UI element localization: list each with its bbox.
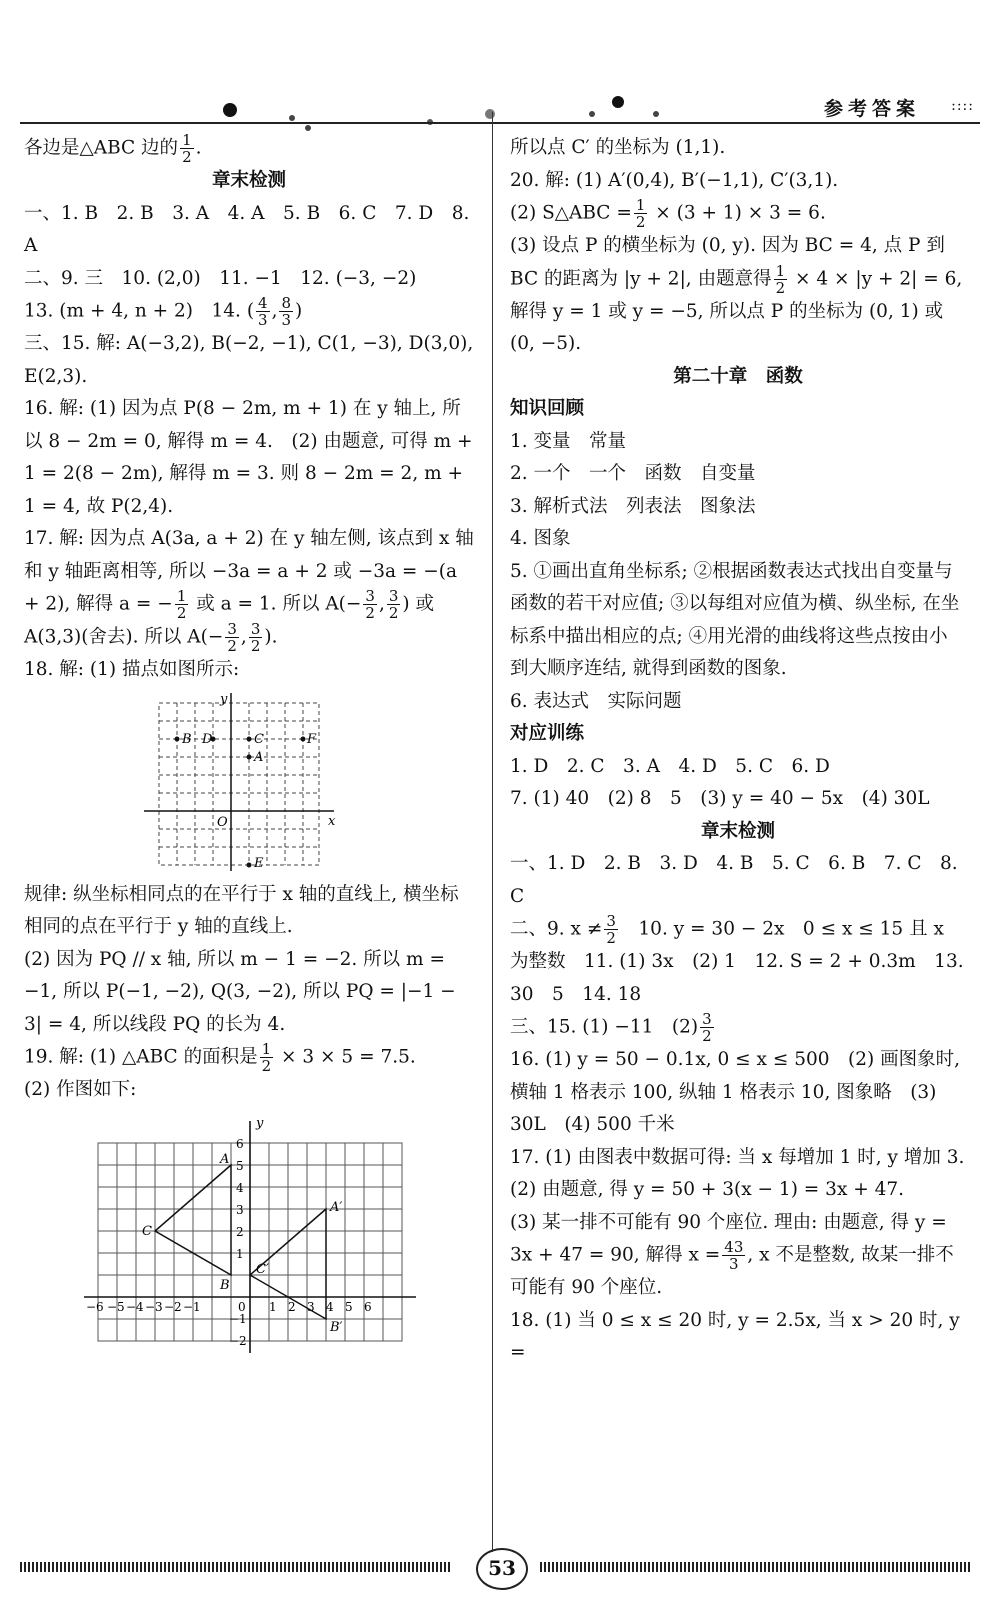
point-label: D — [202, 731, 213, 747]
section-heading: 章末检测 — [211, 170, 286, 191]
fraction: $\frac{1}{2}$ — [261, 1040, 272, 1075]
fraction: $\frac{3}{2}$ — [606, 912, 616, 947]
figure-plotted-points — [24, 693, 474, 873]
fraction: $\frac{8}{3}$ — [281, 294, 292, 329]
answer-line: 13. (m + 4, n + 2) 14. ( $\frac{4}{3}$ , $\frac{8}{3}$ ) — [24, 294, 303, 329]
answer-paragraph: 三、15. 解: A(−3,2), B(−2, −1), C(1, −3), D(3,0), E(2,3). — [24, 333, 474, 387]
fraction: $\frac{43}{3}$ — [724, 1238, 744, 1273]
y-tick: 1 — [236, 1246, 244, 1261]
answer-line: 20. 解: (1) A′(0,4), B′(−1,1), C′(3,1). — [510, 169, 839, 191]
fraction: $\frac{1}{2}$ — [635, 196, 646, 231]
point-label: B — [182, 731, 192, 747]
point-label: C — [142, 1223, 152, 1239]
point-label: A — [220, 1151, 230, 1167]
answer-paragraph: 5. ①画出直角坐标系; ②根据函数表达式找出自变量与函数的若干对应值; ③以每组对应值为横、纵坐标, 在坐标系中描出相应的点; ④用光滑的曲线将这些点按由小到大顺序连结, 就得到函数的图象. — [510, 560, 960, 679]
x-tick: −2 — [164, 1299, 182, 1314]
answer-paragraph: 16. (1) y = 50 − 0.1x, 0 ≤ x ≤ 500 (2) 画图象时, 横轴 1 格表示 100, 纵轴 1 格表示 10, 图象略 (3) 30L (4) 500 千米 — [510, 1049, 961, 1135]
fraction: $\frac{3}{2}$ — [702, 1010, 712, 1045]
fraction: $\frac{3}{2}$ — [388, 587, 399, 622]
header-dots: :::: — [951, 98, 974, 114]
column-divider — [492, 112, 493, 1552]
answer-paragraph: 16. 解: (1) 因为点 P(8 − 2m, m + 1) 在 y 轴上, 所以 8 − 2m = 0, 解得 m = 4. (2) 由题意, 可得 m + 1 = 2(8 − 2m), 解得 m = 3. 则 8 − 2m = 2, m + 1 = 4, 故 P(2,4). — [24, 398, 473, 517]
header-label: 参考答案 — [823, 98, 920, 120]
point-label: C′ — [256, 1261, 269, 1277]
footer-bar-right — [540, 1562, 970, 1572]
fraction: $\frac{1}{2}$ — [775, 261, 786, 297]
y-tick: 3 — [236, 1202, 244, 1217]
x-tick: 4 — [326, 1299, 334, 1314]
point-label: A′ — [330, 1199, 343, 1215]
fraction: $\frac{1}{2}$ — [182, 131, 192, 166]
answer-line: 7. (1) 40 (2) 8 5 (3) y = 40 − 5x (4) 30L — [510, 788, 930, 809]
answer-paragraph: 17. (1) 由图表中数据可得: 当 x 每增加 1 时, y 增加 3. (2) 由题意, 得 y = 50 + 3(x − 1) = 3x + 47. — [510, 1146, 983, 1200]
answer-paragraph: (3) 某一排不可能有 90 个座位. 理由: 由题意, 得 y = 3x + 47 = 90, 解得 x = $\frac{43}{3}$ , x 不是整数, 故某一排不可能有 90 个座位. — [510, 1211, 954, 1298]
x-tick: 2 — [288, 1299, 296, 1314]
section-heading: 知识回顾 — [510, 398, 585, 419]
x-tick: 5 — [345, 1299, 353, 1314]
x-tick: −4 — [126, 1299, 144, 1314]
y-axis-label: y — [256, 1115, 264, 1131]
x-tick: 1 — [269, 1299, 277, 1314]
answer-line: 二、9. 三 10. (2,0) 11. −1 12. (−3, −2) — [24, 267, 417, 289]
answer-line: 18. 解: (1) 描点如图所示: — [24, 659, 240, 680]
answer-line: 一、1. D 2. B 3. D 4. B 5. C 6. B 7. C 8. C — [510, 853, 958, 907]
figure-triangle-translation — [24, 1113, 474, 1363]
fraction: $\frac{1}{2}$ — [176, 587, 187, 622]
answer-paragraph: (2) 因为 PQ // x 轴, 所以 m − 1 = −2. 所以 m = −1, 所以 P(−1, −2), Q(3, −2), 所以 PQ = |−1 − 3| = 4, 所以线段 PQ 的长为 4. — [24, 948, 456, 1035]
answer-paragraph: (3) 设点 P 的横坐标为 (0, y). 因为 BC = 4, 点 P 到 BC 的距离为 |y + 2|, 由题意得 $\frac{1}{2}$ × 4 × |y + 2| = 6, 解得 y = 1 或 y = −5, 所以点 P 的坐标为 (0, 1) 或 (0, −5). — [510, 235, 963, 354]
header-dots-decoration — [20, 88, 780, 132]
answer-line: 6. 表达式 实际问题 — [510, 690, 682, 712]
footer-bar-left — [20, 1562, 450, 1572]
page-footer — [20, 1548, 980, 1588]
y-tick: 4 — [236, 1180, 244, 1195]
fraction: $\frac{3}{2}$ — [227, 620, 237, 655]
header-rule — [20, 122, 980, 124]
x-tick: 3 — [307, 1299, 315, 1314]
fraction: $\frac{4}{3}$ — [258, 294, 268, 329]
answer-line: 3. 解析式法 列表法 图象法 — [510, 495, 756, 517]
page-number: 53 — [476, 1548, 528, 1590]
point-label: B′ — [330, 1319, 343, 1335]
left-line-1: 各边是△ABC 边的 $\frac{1}{2}$ . — [24, 131, 202, 166]
section-heading: 对应训练 — [510, 723, 585, 744]
answer-line: 4. 图象 — [510, 528, 571, 549]
point-label: B — [220, 1277, 230, 1293]
x-tick: −5 — [107, 1299, 125, 1314]
y-tick: −1 — [229, 1311, 247, 1326]
point-label: F — [307, 731, 317, 747]
answer-line: (2) 作图如下: — [24, 1079, 137, 1100]
x-axis-label: x — [328, 813, 336, 829]
answer-line: 19. 解: (1) △ABC 的面积是 $\frac{1}{2}$ × 3 × 5 = 7.5. — [24, 1040, 416, 1075]
answer-line: 三、15. (1) −11 (2) $\frac{3}{2}$ — [510, 1010, 712, 1045]
right-column — [510, 132, 983, 1370]
x-tick: 6 — [364, 1299, 372, 1314]
origin-label: O — [217, 814, 228, 830]
y-tick: −2 — [229, 1333, 247, 1348]
fraction: $\frac{3}{2}$ — [365, 587, 375, 622]
y-axis-label: y — [220, 692, 228, 707]
answer-line: 18. (1) 当 0 ≤ x ≤ 20 时, y = 2.5x, 当 x > 20 时, y = — [510, 1309, 960, 1363]
answer-line: 1. 变量 常量 — [510, 430, 627, 452]
point-label: A — [254, 749, 264, 765]
answer-line: 所以点 C′ 的坐标为 (1,1). — [510, 137, 726, 158]
point-label: E — [254, 855, 264, 871]
answer-line: 1. D 2. C 3. A 4. D 5. C 6. D — [510, 755, 830, 777]
page-header — [20, 88, 980, 130]
x-tick: −1 — [183, 1299, 201, 1314]
fraction: $\frac{3}{2}$ — [250, 620, 261, 655]
chapter-heading: 第二十章 函数 — [673, 365, 803, 387]
answer-line: 一、1. B 2. B 3. A 4. A 5. B 6. C 7. D 8. A — [24, 202, 470, 256]
left-column — [24, 132, 474, 1369]
answer-paragraph: 二、9. x ≠ $\frac{3}{2}$ 10. y = 30 − 2x 0 ≤ x ≤ 15 且 x 为整数 11. (1) 3x (2) 1 12. S = 2 + 0.3m 13. 30 5 14. 18 — [510, 912, 964, 1005]
x-tick: −3 — [145, 1299, 163, 1314]
origin-label: 0 — [238, 1299, 246, 1314]
answer-paragraph: 规律: 纵坐标相同点的在平行于 x 轴的直线上, 横坐标相同的点在平行于 y 轴的直线上. — [24, 883, 459, 937]
answer-line: 2. 一个 一个 函数 自变量 — [510, 463, 756, 484]
y-tick: 2 — [236, 1224, 244, 1239]
point-label: C — [254, 731, 264, 747]
section-heading: 章末检测 — [700, 820, 775, 842]
x-tick: −6 — [86, 1299, 104, 1314]
y-tick: 5 — [236, 1158, 244, 1173]
answer-paragraph: 17. 解: 因为点 A(3a, a + 2) 在 y 轴左侧, 该点到 x 轴和 y 轴距离相等, 所以 −3a = a + 2 或 −3a = −(a + 2), 解得 a = − $\frac{1}{2}$ 或 a = 1. 所以 A(− $\frac{3}{2}$ , $\frac{3}{2}$ ) 或 A(3,3)(舍去). 所以 A(− $\frac{3}{2}$ , $\frac{3}{2}$ ). — [24, 528, 474, 655]
y-tick: 6 — [236, 1136, 244, 1151]
answer-line: (2) S△ABC = $\frac{1}{2}$ × (3 + 1) × 3 = 6. — [510, 196, 826, 231]
